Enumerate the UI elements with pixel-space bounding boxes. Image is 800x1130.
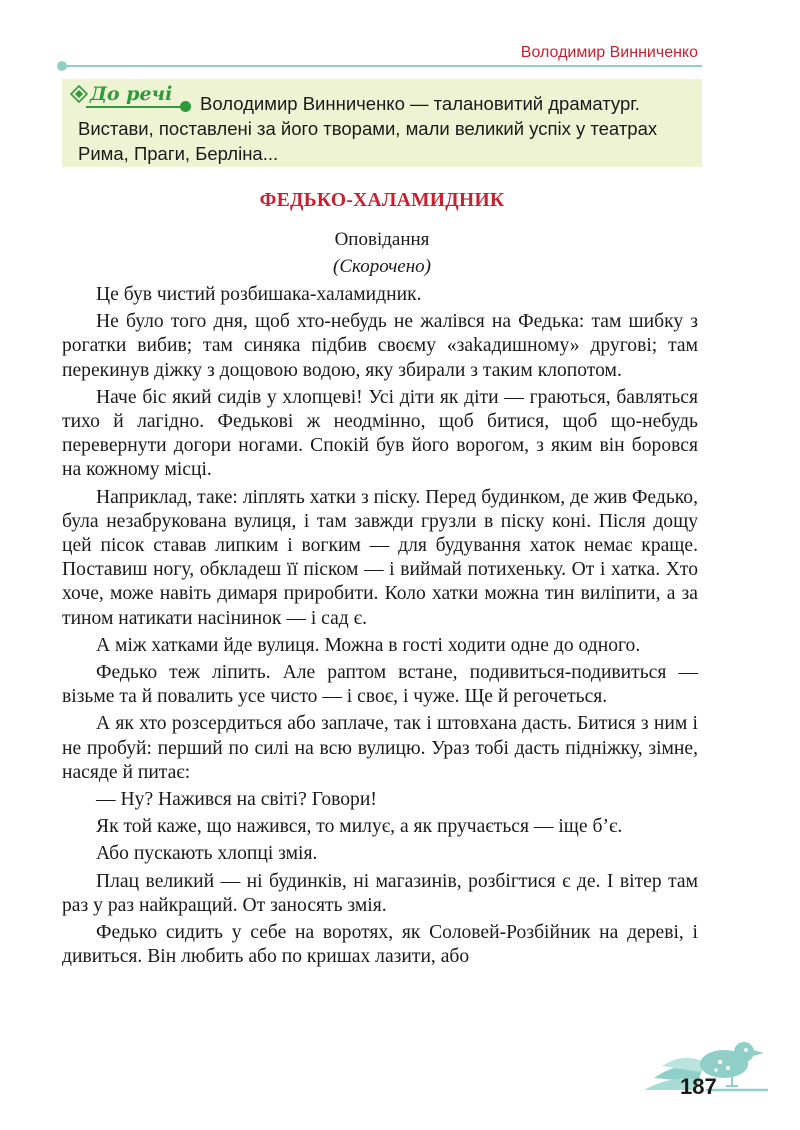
story-title: ФЕДЬКО-ХАЛАМИДНИК: [259, 190, 505, 211]
paragraph: Федько теж ліпить. Але раптом встане, подивиться-подивиться — візьме та й повалить усе чисто — і своє, і чуже. Ще й регочеться.: [62, 662, 698, 708]
paragraph: Федько сидить у себе на воротях, як Соловей-Розбійник на дереві, і дивиться. Він любить або по кришах лазити, або: [62, 922, 698, 968]
story-edition-note: (Скорочено): [333, 256, 431, 277]
paragraph: Або пускають хлопці змія.: [96, 843, 318, 865]
paragraph: Це був чистий розбишака-халамидник.: [96, 284, 422, 305]
story-body: [62, 283, 698, 972]
story-genre: Оповідання: [334, 229, 430, 250]
paragraph: Наче біс який сидів у хлопцеві! Усі діти як діти — граються, бавляться тихо й лагідно. Федькові ж неодмінно, щоб битися, щоб що-небудь перевернути догори ногами. Спокій був його ворогом, з яким він боровся на кожному місці.: [62, 386, 698, 481]
did-you-know-text: Володимир Винниченко — талановитий драматург. Вистави, поставлені за його творами, мали великий успіх у театрах Рима, Праги, Берліна...: [78, 93, 658, 164]
header-rule: [62, 65, 702, 67]
running-head-author: Володимир Винниченко: [520, 44, 698, 61]
paragraph: Наприклад, таке: ліплять хатки з піску. Перед будинком, де жив Федько, була незабрукована вулиця, і там завжди грузли в піску коні. Після дощу цей пісок ставав липким і вогким — для будування хаток немає краще. Поставиш ногу, обкладеш її піском — і виймай потихеньку. От і хатка. Хто хоче, може навіть димаря приробити. Коло хатки можна тин виліпити, а за тином натикати насінинок — і сад є.: [62, 486, 698, 629]
paragraph: А як хто розсердиться або заплаче, так і штовхана дасть. Битися з ним і не пробуй: перший по силі на всю вулицю. Ураз тобі дасть підніжку, зімне, насяде й питає:: [62, 713, 698, 783]
paragraph: Не було того дня, щоб хто-небудь не жалівся на Федька: там шибку з рогатки вибив; там синяка підбив своєму «заkaдишному» другові; там перекинув діжку з дощовою водою, яку збирали з таким клопотом.: [62, 311, 698, 381]
header-rule-dot: [57, 61, 67, 71]
paragraph: Плац великий — ні будинків, ні магазинів, розбігтися є де. І вітер там раз у раз найкращий. От заносять змія.: [62, 870, 698, 916]
page-number: 187: [680, 1074, 717, 1099]
did-you-know-title: До речі: [90, 83, 173, 105]
paragraph: Як той каже, що нажився, то милує, а як пручається — іще б’є.: [96, 816, 623, 838]
paragraph: А між хатками йде вулиця. Можна в гості ходити одне до одного.: [96, 634, 641, 656]
paragraph: — Ну? Нажився на світі? Говори!: [96, 789, 377, 811]
